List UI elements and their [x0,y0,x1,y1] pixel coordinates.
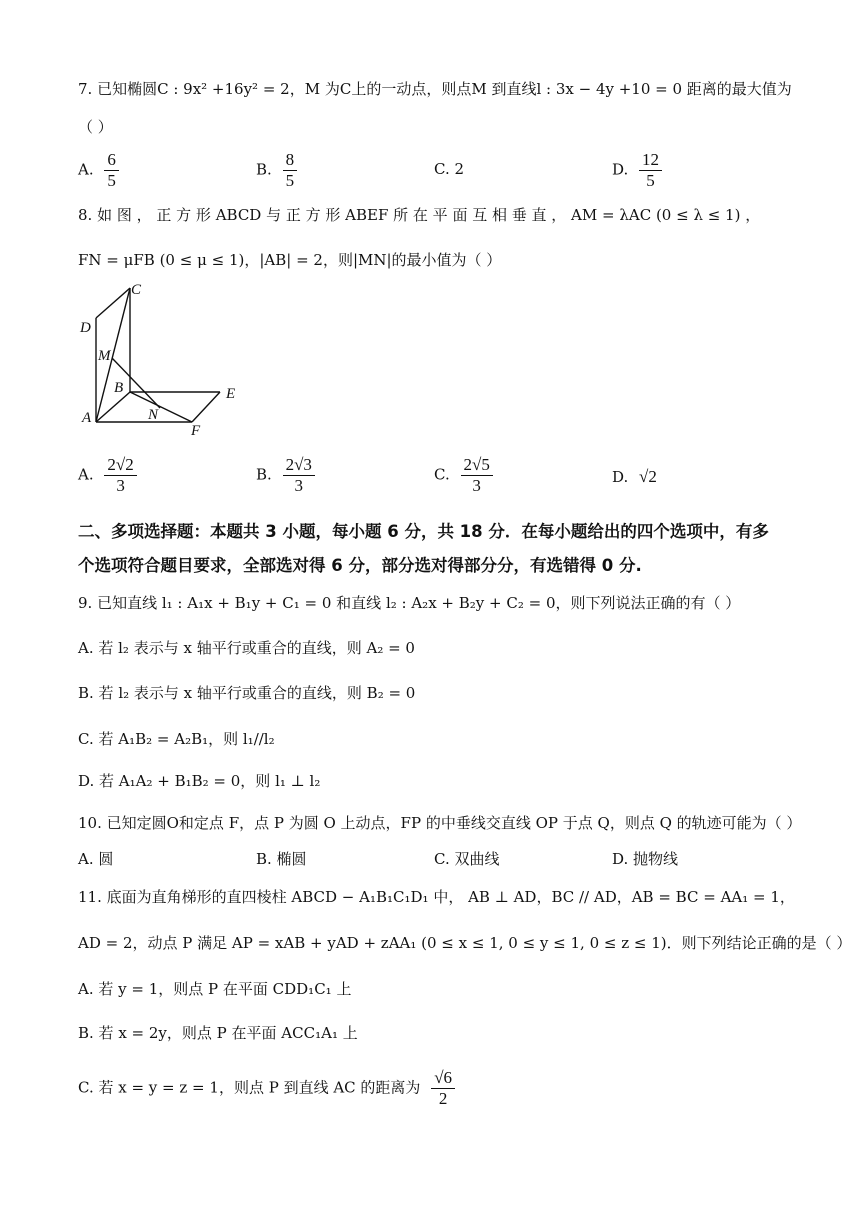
label-m: M [98,348,111,364]
q8-option-d [612,467,657,487]
q11-option-c-fraction [431,1068,455,1109]
label-e: E [226,386,236,402]
q7-b-num: 8 [283,150,298,171]
q11-option-a: A. 若 y = 1，则点 P 在平面 CDD₁C₁ 上 [78,980,352,998]
q7-a-num: 6 [104,150,119,171]
q8-option-a-label: A. [78,465,94,484]
q7-a-den: 5 [107,171,116,190]
diagonal-fb [130,392,192,422]
q10-option-c: C. 双曲线 [434,850,500,868]
q10-stem: 10. 已知定圆O和定点 F，点 P 为圆 O 上动点，FP 的中垂线交直线 OP 于点 Q，则点 Q 的轨迹可能为（ ） [78,814,802,832]
q7-option-d-fraction [639,150,662,191]
q7-d-num: 12 [639,150,662,171]
q8-c-den: 3 [472,476,481,495]
q11-stem-line2: AD = 2，动点 P 满足 AP = xAB + yAD + zAA₁ (0 ≤ x ≤ 1, 0 ≤ y ≤ 1, 0 ≤ z ≤ 1)．则下列结论正确的是（ ） [78,934,852,952]
label-c: C [131,282,142,298]
q7-option-a [78,150,119,191]
q7-stem: 7. 已知椭圆C : 9x² +16y² = 2，M 为C上的一动点，则点M 到直线l : 3x − 4y +10 = 0 距离的最大值为 [78,80,792,98]
q9-stem: 9. 已知直线 l₁ : A₁x + B₁y + C₁ = 0 和直线 l₂ : A₂x + B₂y + C₂ = 0，则下列说法正确的有（ ） [78,594,741,612]
label-n: N [148,407,159,423]
q11-option-c-text: C. 若 x = y = z = 1，则点 P 到直线 AC 的距离为 [78,1078,421,1097]
q10-option-d: D. 抛物线 [612,850,679,868]
q10-option-a: A. 圆 [78,850,114,868]
q8-a-num: 2√2 [104,455,136,476]
q8-option-a [78,455,137,496]
q7-b-den: 5 [285,171,295,190]
edge-ab [96,392,130,422]
section-heading-line1: 二、多项选择题：本题共 3 小题，每小题 6 分，共 18 分．在每小题给出的四个选项中，有多 [78,522,769,541]
label-b: B [114,380,124,396]
q7-option-b-fraction [283,150,298,191]
label-a: A [82,410,92,426]
q8-option-c [434,455,493,496]
q8-stem-line1: 8. 如 图 ， 正 方 形 ABCD 与 正 方 形 ABEF 所 在 平 面 互 相 垂 直 ， AM = λAC (0 ≤ λ ≤ 1) ， [78,206,761,224]
q8-option-b-label: B. [256,465,272,484]
edge-ef [192,392,220,422]
q9-option-b: B. 若 l₂ 表示与 x 轴平行或重合的直线，则 B₂ = 0 [78,684,416,702]
q8-option-b-fraction [283,455,315,496]
q8-b-den: 3 [294,476,303,495]
label-d: D [80,320,91,336]
label-f: F [191,423,201,439]
q8-option-c-label: C. [434,465,450,484]
q9-option-c: C. 若 A₁B₂ = A₂B₁，则 l₁//l₂ [78,730,275,748]
q8-option-d-value: √2 [639,467,657,486]
q8-b-num: 2√3 [283,455,315,476]
q8-c-num: 2√5 [461,455,493,476]
q8-geometry-figure [78,280,248,440]
q7-option-c: C. 2 [434,160,465,178]
q9-option-d: D. 若 A₁A₂ + B₁B₂ = 0，则 l₁ ⊥ l₂ [78,772,321,790]
edge-dc [96,288,130,318]
q11-stem-line1: 11. 底面为直角梯形的直四棱柱 ABCD − A₁B₁C₁D₁ 中， AB ⊥ AD，BC // AD，AB = BC = AA₁ = 1， [78,888,795,906]
q7-option-b-label: B. [256,160,272,179]
q8-option-c-fraction [461,455,493,496]
q7-option-d [612,150,662,191]
q7-option-b [256,150,297,191]
q11-option-b: B. 若 x = 2y，则点 P 在平面 ACC₁A₁ 上 [78,1024,358,1042]
q7-paren: （ ） [78,118,113,136]
q8-option-a-fraction [104,455,136,496]
q7-option-d-label: D. [612,160,629,179]
q7-d-den: 5 [646,171,655,190]
q8-a-den: 3 [116,476,125,495]
q8-stem-line2: FN = μFB (0 ≤ μ ≤ 1)，|AB| = 2，则|MN|的最小值为（ ） [78,251,502,269]
q8-option-b [256,455,315,496]
q7-option-a-label: A. [78,160,94,179]
q11-c-den: 2 [438,1089,448,1108]
q7-option-a-fraction [104,150,119,191]
section-heading-line2: 个选项符合题目要求，全部选对得 6 分，部分选对得部分分，有选错得 0 分. [78,556,642,575]
q10-option-b: B. 椭圆 [256,850,307,868]
q9-option-a: A. 若 l₂ 表示与 x 轴平行或重合的直线，则 A₂ = 0 [78,639,415,657]
q11-option-c [78,1068,455,1109]
q8-option-d-label: D. [612,468,629,486]
q11-c-num: √6 [431,1068,455,1089]
